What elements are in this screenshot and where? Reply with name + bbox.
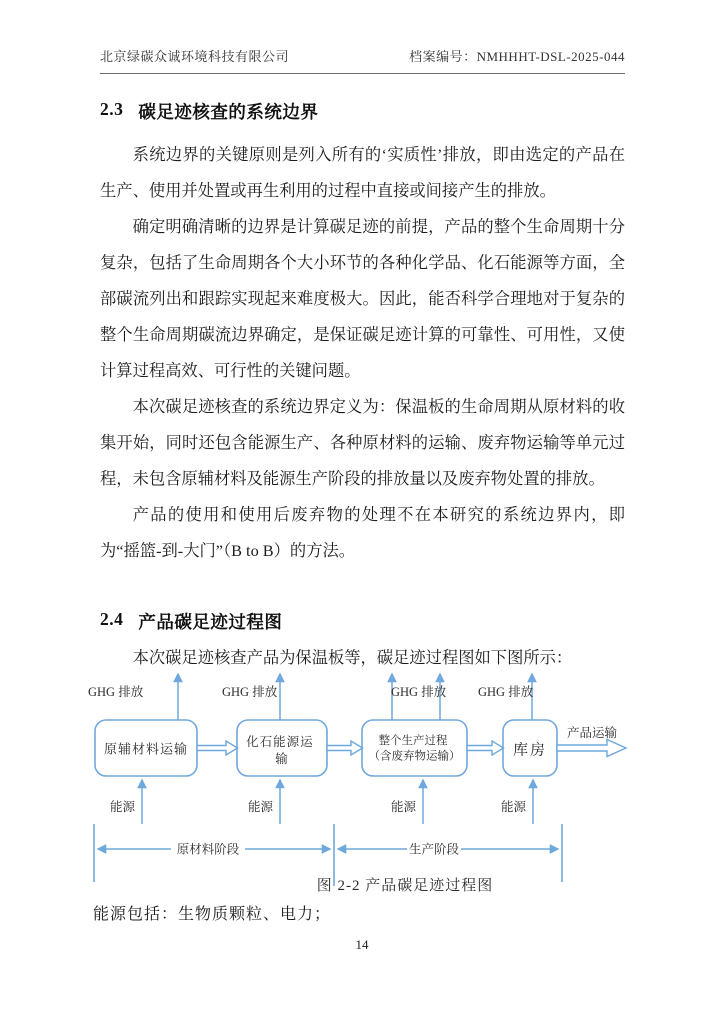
energy-label: 能源 [247,800,273,814]
energy-note: 能源包括：生物质颗粒、电力； [93,906,332,923]
page-header [100,46,625,74]
stage-boundary-lines [94,824,562,886]
section-2-4-title: 产品碳足迹过程图 [138,612,283,632]
section-2-3-title: 碳足迹核查的系统边界 [138,102,319,122]
connector-arrow [327,741,363,755]
energy-label: 能源 [500,800,526,814]
ghg-emission-label: GHG 排放 [222,685,278,699]
carbon-footprint-process-diagram [85,660,630,902]
ghg-emission-label: GHG 排放 [88,685,144,699]
energy-label: 能源 [109,800,135,814]
connector-arrow [467,741,504,755]
process-box-production-process [362,720,467,776]
process-box-label: 化石能源运 输 [246,735,314,766]
energy-arrows [142,780,533,824]
process-box-label: 库房 [512,742,548,759]
paragraph: 本次碳足迹核查的系统边界定义为：保温板的生命周期从原材料的收集开始，同时还包含能源生产、各种原材料的运输、废弃物运输等单元过程，未包含原辅材料及能源生产阶段的排放量以及废弃物处置的排放。 [100,397,625,488]
page-number: 14 [355,937,369,952]
stage-label: 原材料阶段 [176,842,240,857]
section-2-3-number: 2.3 [100,99,124,119]
section-2-4-heading [100,609,282,634]
process-box-label: 整个生产过程 （含废弃物运输） [368,735,461,763]
ghg-emission-label: GHG 排放 [478,685,534,699]
section-2-3-heading [100,99,318,124]
product-output-label: 产品运输 [566,726,618,740]
stage-label: 生产阶段 [408,842,460,857]
paragraph: 确定明确清晰的边界是计算碳足迹的前提，产品的整个生命周期十分复杂，包括了生命周期各个大小环节的各种化学品、化石能源等方面，全部碳流列出和跟踪实现起来难度极大。因此，能否科学合理地对于复杂的整个生命周期碳流边界确定，是保证碳足迹计算的可靠性、可用性，又使计算过程高效、可行性的关键问题。 [100,217,625,380]
energy-label: 能源 [390,800,416,814]
section-2-3-body [100,137,625,569]
section-2-4-number: 2.4 [100,609,124,629]
ghg-emission-label: GHG 排放 [391,685,447,699]
header-company: 北京绿碳众诚环境科技有限公司 [100,49,290,64]
paragraph: 产品的使用和使用后废弃物的处理不在本研究的系统边界内，即为“摇篮-到-大门”（B to B）的方法。 [100,505,625,560]
header-file-number: 档案编号：NMHHHT-DSL-2025-044 [409,49,625,64]
product-output-arrow [557,740,626,757]
paragraph: 系统边界的关键原则是列入所有的‘实质性’排放，即由选定的产品在生产、使用并处置或再生利用的过程中直接或间接产生的排放。 [100,145,625,200]
connector-arrow [197,741,238,755]
process-box-label: 原辅材料运输 [103,741,189,757]
paragraph: 本次碳足迹核查产品为保温板等，碳足迹过程图如下图所示： [132,648,573,667]
figure-caption: 图 2-2 产品碳足迹过程图 [316,878,494,894]
